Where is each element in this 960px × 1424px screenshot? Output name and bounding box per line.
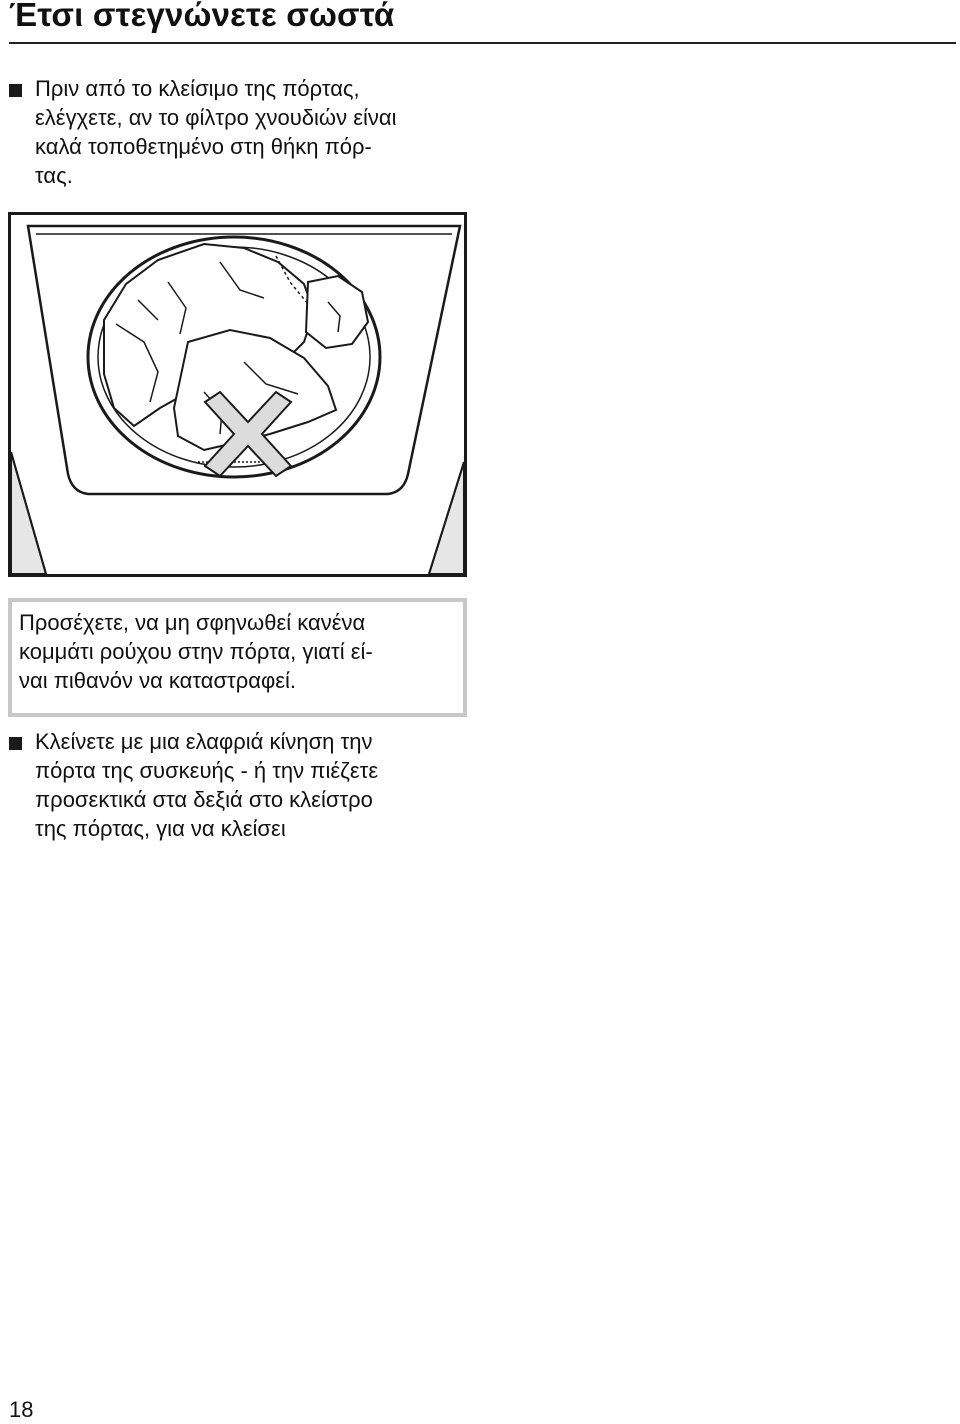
step-1-line: Πριν από το κλείσιμο της πόρτας, — [35, 76, 360, 101]
step-2-line: πόρτα της συσκευής - ή την πιέζετε — [35, 758, 379, 783]
title-divider — [9, 42, 956, 44]
step-2-line: Κλείνετε με μια ελαφριά κίνηση την — [35, 729, 373, 754]
page-number: 18 — [9, 1397, 34, 1422]
step-1-line: τας. — [35, 163, 73, 188]
instruction-step-1 — [9, 74, 459, 198]
square-bullet-icon — [9, 84, 22, 97]
step-2-line: της πόρτας, για να κλείσει — [35, 816, 286, 841]
note-line: ναι πιθανόν να καταστραφεί. — [19, 668, 297, 693]
square-bullet-icon — [9, 737, 22, 750]
page-title: Έτσι στεγνώνετε σωστά — [9, 0, 395, 33]
step-1-line: ελέγχετε, αν το φίλτρο χνουδιών είναι — [35, 105, 397, 130]
step-1-line: καλά τοποθετημένο στη θήκη πόρ- — [35, 134, 372, 159]
note-line: κομμάτι ρούχου στην πόρτα, γιατί εί- — [19, 639, 373, 664]
dryer-door-illustration — [8, 212, 467, 577]
note-line: Προσέχετε, να μη σφηνωθεί κανένα — [19, 610, 366, 635]
instruction-step-2 — [9, 727, 459, 851]
caution-note — [8, 598, 467, 717]
step-2-line: προσεκτικά στα δεξιά στο κλείστρο — [35, 787, 373, 812]
